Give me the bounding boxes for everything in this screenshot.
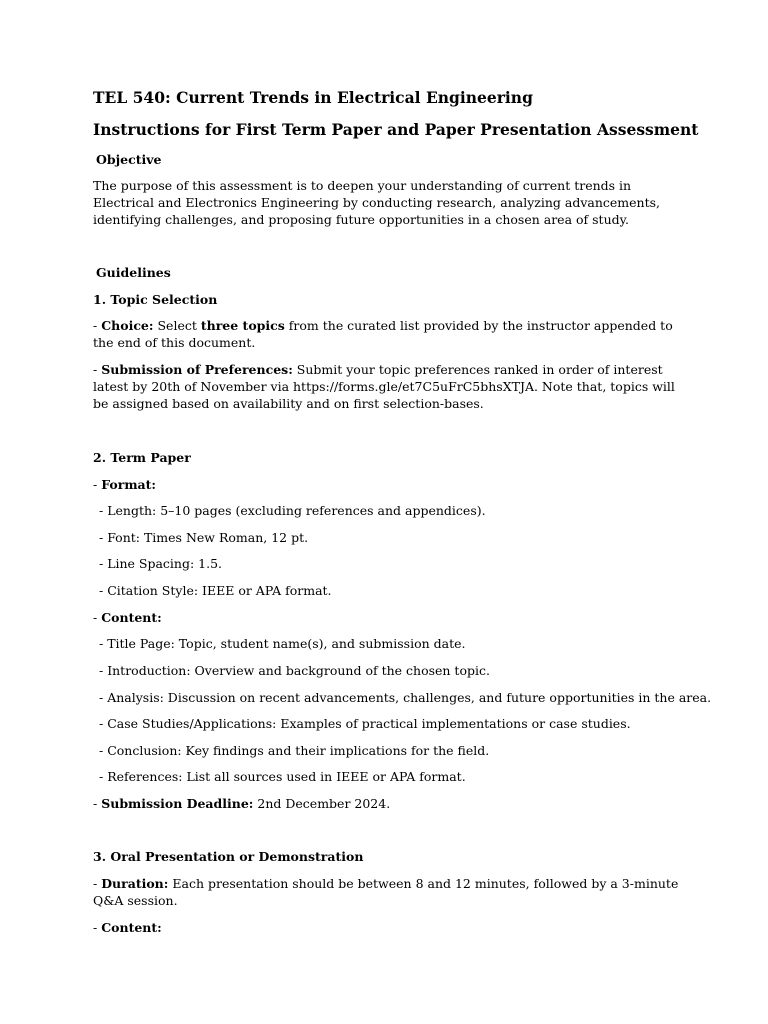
content-item: - Title Page: Topic, student name(s), and submission date.: [99, 636, 466, 651]
content-line: - Content:: [93, 610, 162, 625]
duration-label: Duration:: [101, 876, 169, 891]
objective-body: The purpose of this assessment is to deepen your understanding of current trends in Electrical and Electronics Engineering by conducting research, analyzing advancements, identifying challenges, and proposing future opportunities in a chosen area of study.: [93, 178, 660, 227]
guidelines-heading: Guidelines: [96, 265, 171, 280]
objective-heading: Objective: [96, 152, 162, 167]
choice-emphasis: three topics: [200, 318, 285, 333]
oral-presentation-heading: 3. Oral Presentation or Demonstration: [93, 849, 364, 864]
format-item: - Citation Style: IEEE or APA format.: [99, 583, 332, 598]
format-item: - Font: Times New Roman, 12 pt.: [99, 530, 309, 545]
content-item: - Case Studies/Applications: Examples of practical implementations or case studies.: [99, 716, 631, 731]
content-item: - Analysis: Discussion on recent advancements, challenges, and future opportunities in the area.: [99, 690, 712, 705]
topic-selection-heading: 1. Topic Selection: [93, 292, 218, 307]
document-title: TEL 540: Current Trends in Electrical Engineering: [93, 88, 533, 107]
format-label: Format:: [101, 477, 157, 492]
submission-preferences-paragraph: - Submission of Preferences: Submit your topic preferences ranked in order of interest latest by 20th of November via https://forms.gle/et7C5uFrC5bhsXTJA. Note that, topics will be assigned based on availability and on first selection-bases.: [93, 362, 675, 411]
oral-content-line: - Content:: [93, 920, 162, 935]
submission-deadline-label: Submission Deadline:: [101, 796, 254, 811]
content-item: - Introduction: Overview and background of the chosen topic.: [99, 663, 490, 678]
format-line: - Format:: [93, 477, 157, 492]
format-item: - Line Spacing: 1.5.: [99, 556, 223, 571]
choice-paragraph: - Choice: Select three topics from the curated list provided by the instructor appended to the end of this document.: [93, 318, 673, 350]
term-paper-heading: 2. Term Paper: [93, 450, 191, 465]
content-label: Content:: [101, 610, 162, 625]
submission-deadline-line: - Submission Deadline: 2nd December 2024.: [93, 796, 391, 811]
content-item: - Conclusion: Key findings and their implications for the field.: [99, 743, 490, 758]
duration-paragraph: - Duration: Each presentation should be between 8 and 12 minutes, followed by a 3-minute Q&A session.: [93, 876, 679, 908]
oral-content-label: Content:: [101, 920, 162, 935]
submission-preferences-label: Submission of Preferences:: [101, 362, 293, 377]
choice-label: Choice:: [101, 318, 154, 333]
content-item: - References: List all sources used in IEEE or APA format.: [99, 769, 466, 784]
document-subtitle: Instructions for First Term Paper and Paper Presentation Assessment: [93, 120, 699, 139]
format-item: - Length: 5–10 pages (excluding references and appendices).: [99, 503, 486, 518]
